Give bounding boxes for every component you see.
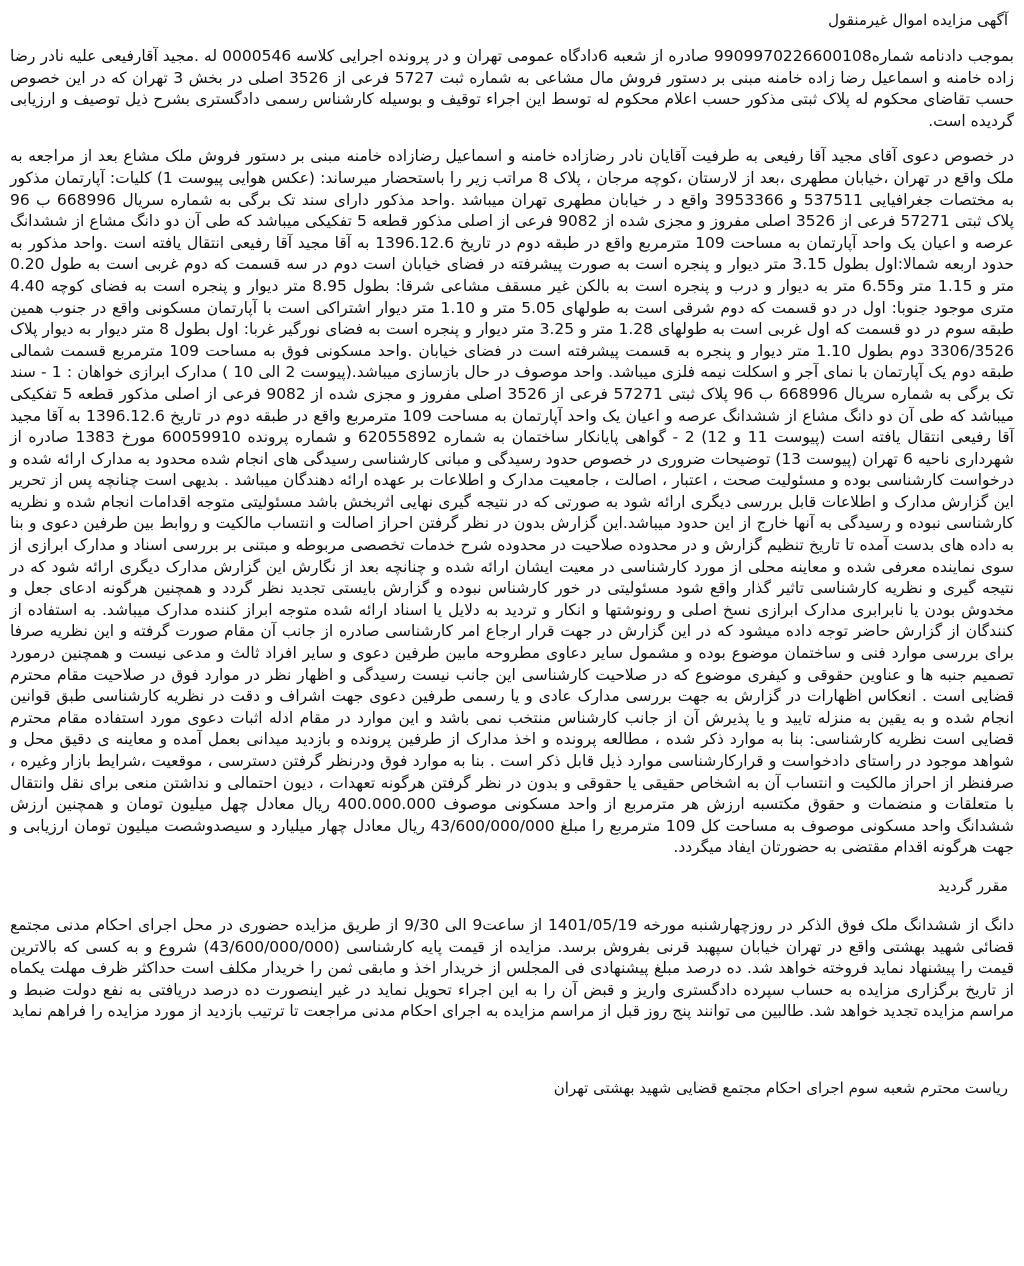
signature-line: ریاست محترم شعبه سوم اجرای احکام مجتمع قضایی شهید بهشتی تهران — [553, 1078, 1008, 1097]
notice-title: آگهی مزایده اموال غیرمنقول — [828, 11, 1008, 29]
auction-terms-paragraph: دانگ از ششدانگ ملک فوق الذکر در روزچهارشنبه مورخه 1401/05/19 از ساعت9 الی 9/30 از طریق مزایده حضوری در محل اجرای احکام مدنی مجتمع قضائی شهید بهشتی واقع در تهران خیابان سپهبد قرنی بفروش برسد. مزایده از قیمت پایه کارشناسی (43/600/000/000) شروع و به کسی که بالاترین قیمت را پیشنهاد نماید فروخته خواهد شد. ده درصد مبلغ پیشنهادی فی المجلس از خریدار اخذ و مابقی ثمن را خریدار مکلف است حداکثر ظرف مهلت یکماه از تاریخ برگزاری مزایده به حساب سپرده دادگستری واریز و قبض آن را به این اجراء تحویل نماید در غیر اینصورت ده درصد دریافتی به نفع دولت ضبط و مراسم مزایده تجدید خواهد شد. طالبین می توانند پنج روز قبل از مراسم مزایده به اجرای احکام مدنی مراجعت تا ترتیب بازدید از مورد مزایده را فراهم نماید — [10, 915, 1014, 1021]
notice-intro-paragraph: بموجب دادنامه شماره9909970226600108 صادره از شعبه 6دادگاه عمومی تهران و در پرونده اجرایی کلاسه 0000546 له .مجید آقارفیعی علیه نادر رضا زاده خامنه و اسماعیل رضا زاده خامنه مبنی بر دستور فروش مال مشاعی به شماره ثبت 5727 فرعی از 3526 اصلی در بخش 3 تهران که در این خصوص حسب تقاضای محکوم له پلاک ثبتی مذکور حسب اعلام محکوم له توسط این اجراء توقیف و بوسیله کارشناس رسمی دادگستری بشرح ذیل توصیف و ارزیابی گردیده است. — [10, 47, 1015, 130]
decision-heading: مقرر گردید — [937, 876, 1008, 895]
expert-report-paragraph: در خصوص دعوی آقای مجید آقا رفیعی به طرفیت آقایان نادر رضازاده خامنه و اسماعیل رضازاده خامنه مبنی بر دستور فروش ملک مشاع بعد از مراجعه به ملک واقع در تهران ،خیابان مطهری ،بعد از لارستان ،کوچه مرجان ، پلاک 8 مراتب زیر را باستحضار میرساند: (عکس هوایی پیوست 1) کلیات: آپارتمان مذکور به مختصات جغرافیایی 537511 و 3953366 واقع د ر خیابان مطهری تهران میباشد .واحد مذکور دارای سند تک برگی به شماره سریال 668996 ب 96 پلاک ثبتی 57271 فرعی از 3526 اصلی مفروز و مجزی شده از 9082 فرعی از اصلی مذکور قطعه 5 تفکیکی میباشد که طی آن دو دانگ مشاع از ششدانگ عرصه و اعیان یک واحد آپارتمان به مساحت 109 مترمربع واقع در طبقه دوم در تاریخ 1396.12.6 به آقا مجید آقا رفیعی انتقال یافته است .واحد مذکور به حدود اربعه شمالا:اول بطول 3.15 متر دیوار و پنجره است به صورت پیشرفته در فضای خیابان است دوم در سه قسمت که دوم غربی است به طول 0.20 متر و 1.15 متر و6.55 متر به دیوار و درب و پنجره است به بالکن غیر مسقف مشاعی شرقا: بطول 8.95 متر دیوار و پنجره است به فضای کوچه 4.40 متری موجود جنوبا: اول در دو قسمت که دوم شرقی است به طولهای 5.05 متر و 1.10 متر دیوار اشتراکی است با آپارتمان مسکونی واقع در جنوب همین طبقه سوم در دو قسمت که اول غربی است به طولهای 1.28 متر و 3.25 متر دیوار و پنجره است به فضای نورگیر غربا: اول بطول 8 متر دیوار به دیوار پلاک 3306/3526 دوم بطول 1.10 متر دیوار و پنجره به قسمت پیشرفته است در فضای خیابان .واحد مسکونی فوق به مساحت 109 مترمربع قسمت شمالی طبقه دوم یک آپارتمان با نمای آجر و اسکلت نیمه فلزی میباشد. واحد موصوف در حال بازسازی میباشد.(پیوست 2 الی 10 ) مدارک ابرازی خواهان : 1 - سند تک برگی به شماره سریال 668996 ب 96 پلاک ثبتی 57271 فرعی از 3526 اصلی مفروز و مجزی شده از 9082 فرعی از اصلی مذکور قطعه 5 تفکیکی میباشد که طی آن دو دانگ مشاع از ششدانگ عرصه و اعیان یک واحد آپارتمان به مساحت 109 مترمربع واقع در طبقه دوم در تاریخ 1396.12.6 به آقا مجید آقا رفیعی انتقال یافته است (پیوست 11 و 12) 2 - گواهی پایانکار ساختمان به شماره 62055892 و شماره پرونده 60059910 مورخ 1383 صادره از شهرداری ناحیه 6 تهران (پیوست 13) توضیحات ضروری در خصوص حدود رسیدگی و مبانی کارشناسی رسیدگی های انجام شده محدود به مدارک ارائه شده و درخواست کارشناسی بوده و مسئولیت صحت ، اعتبار ، اصالت ، جامعیت مدارک و اطلاعات بر عهده ارائه دهندگان میباشد . بدیهی است چنانچه پس از تحریر این گزارش مدارک و اطلاعات قابل بررسی دیگری ارائه شود به صورتی که در نتیجه گیری نهایی اثربخش باشد مسئولیتی متوجه اقدامات انجام شده و نظریه کارشناسی نبوده و رسیدگی به آنها خارج از این حدود میباشد.این گزارش بدون در نظر گرفتن احراز اصالت و انتساب مالکیت و روابط بین طرفین دعوی و بنا به داده های بدست آمده تا تاریخ تنظیم گزارش و در محدوده صلاحیت در محدوده شرح خدمات تخصصی مربوطه و مبتنی بر بررسی اسناد و مدارک ابرازی از سوی نماینده معرفی شده و معاینه محلی از مورد کارشناسی در معیت ایشان ارائه شده و چنانچه بعد از نگارش این گزارش مدارک دیگری ارائه شود که در نتیجه گیری و نظریه کارشناسی تاثیر گذار واقع شود مسئولیتی در خور کارشناس نبوده و گزارش بایستی تجدید نظر گردد و همچنین هرگونه ادعای جعل و مخدوش بودن یا نابرابری مدارک ابرازی نسخ اصلی و رونوشتها و انکار و تردید به دلایل یا اسناد ارائه شده متوجه ابراز کننده مدارک میباشد. به استفاده از کنندگان از گزارش حاضر توجه داده میشود که در این گزارش در جهت قرار ارجاع امر کارشناسی صادره از جانب آن مقام صورت گرفته و این نظریه صرفا برای بررسی موارد فنی و ساختمان موضوع بوده و مشمول سایر دعاوی مطروحه مابین طرفین دعوی و سایر افراد ثالث و مدعی نیست و همچنین درمورد تصمیم جنبه ها و عناوین حقوقی و کیفری موضوع که در صلاحیت کارشناسی این جانب نیست رسیدگی و اظهار نظر در موارد فوق در صلاحیت مقام محترم قضایی است . انعکاس اظهارات در گزارش به جهت بررسی مدارک عادی و یا رسمی طرفین دعوی جهت اشراف و دقت در نظریه کارشناسی طبق قوانین انجام شده و به یقین به منزله تایید و یا پذیرش آن از جانب کارشناس منتخب نمی باشد و این موارد در مقام ادله اثبات دعوی مورد استفاده مقام محترم قضایی است نظریه کارشناسی: بنا به موارد ذکر شده ، مطالعه پرونده و اخذ مدارک از طرفین پرونده و بازدید میدانی بعمل آمده و معاینه ی دقیق محل و شواهد موجود در راستای دادخواست و قرارکارشناسی موارد ذیل قابل ذکر است . بنا به موارد فوق ودرنظر گرفتن دسترسی ، موقعیت ،شرایط بازار وغیره ، صرفنظر از احراز مالکیت و انتساب آن به اشخاص حقیقی یا حقوقی و بدون در نظر گرفتن هرگونه تعهدات ، دیون احتمالی و نداشتن منعی برای نقل وانتقال با متعلقات و منضمات و حقوق مکتسبه ارزش هر مترمربع از واحد مسکونی موصوف 400.000.000 ریال معادل چهل میلیون تومان و همچنین ارزش ششدانگ واحد مسکونی موصوف به مساحت کل 109 مترمربع را مبلغ 43/600/000/000 ریال معادل چهار میلیارد و سیصدوشصت میلیون تومان ارزیابی و جهت هرگونه اقدام مقتضی به حضورتان ایفاد میگردد. — [10, 147, 1015, 857]
